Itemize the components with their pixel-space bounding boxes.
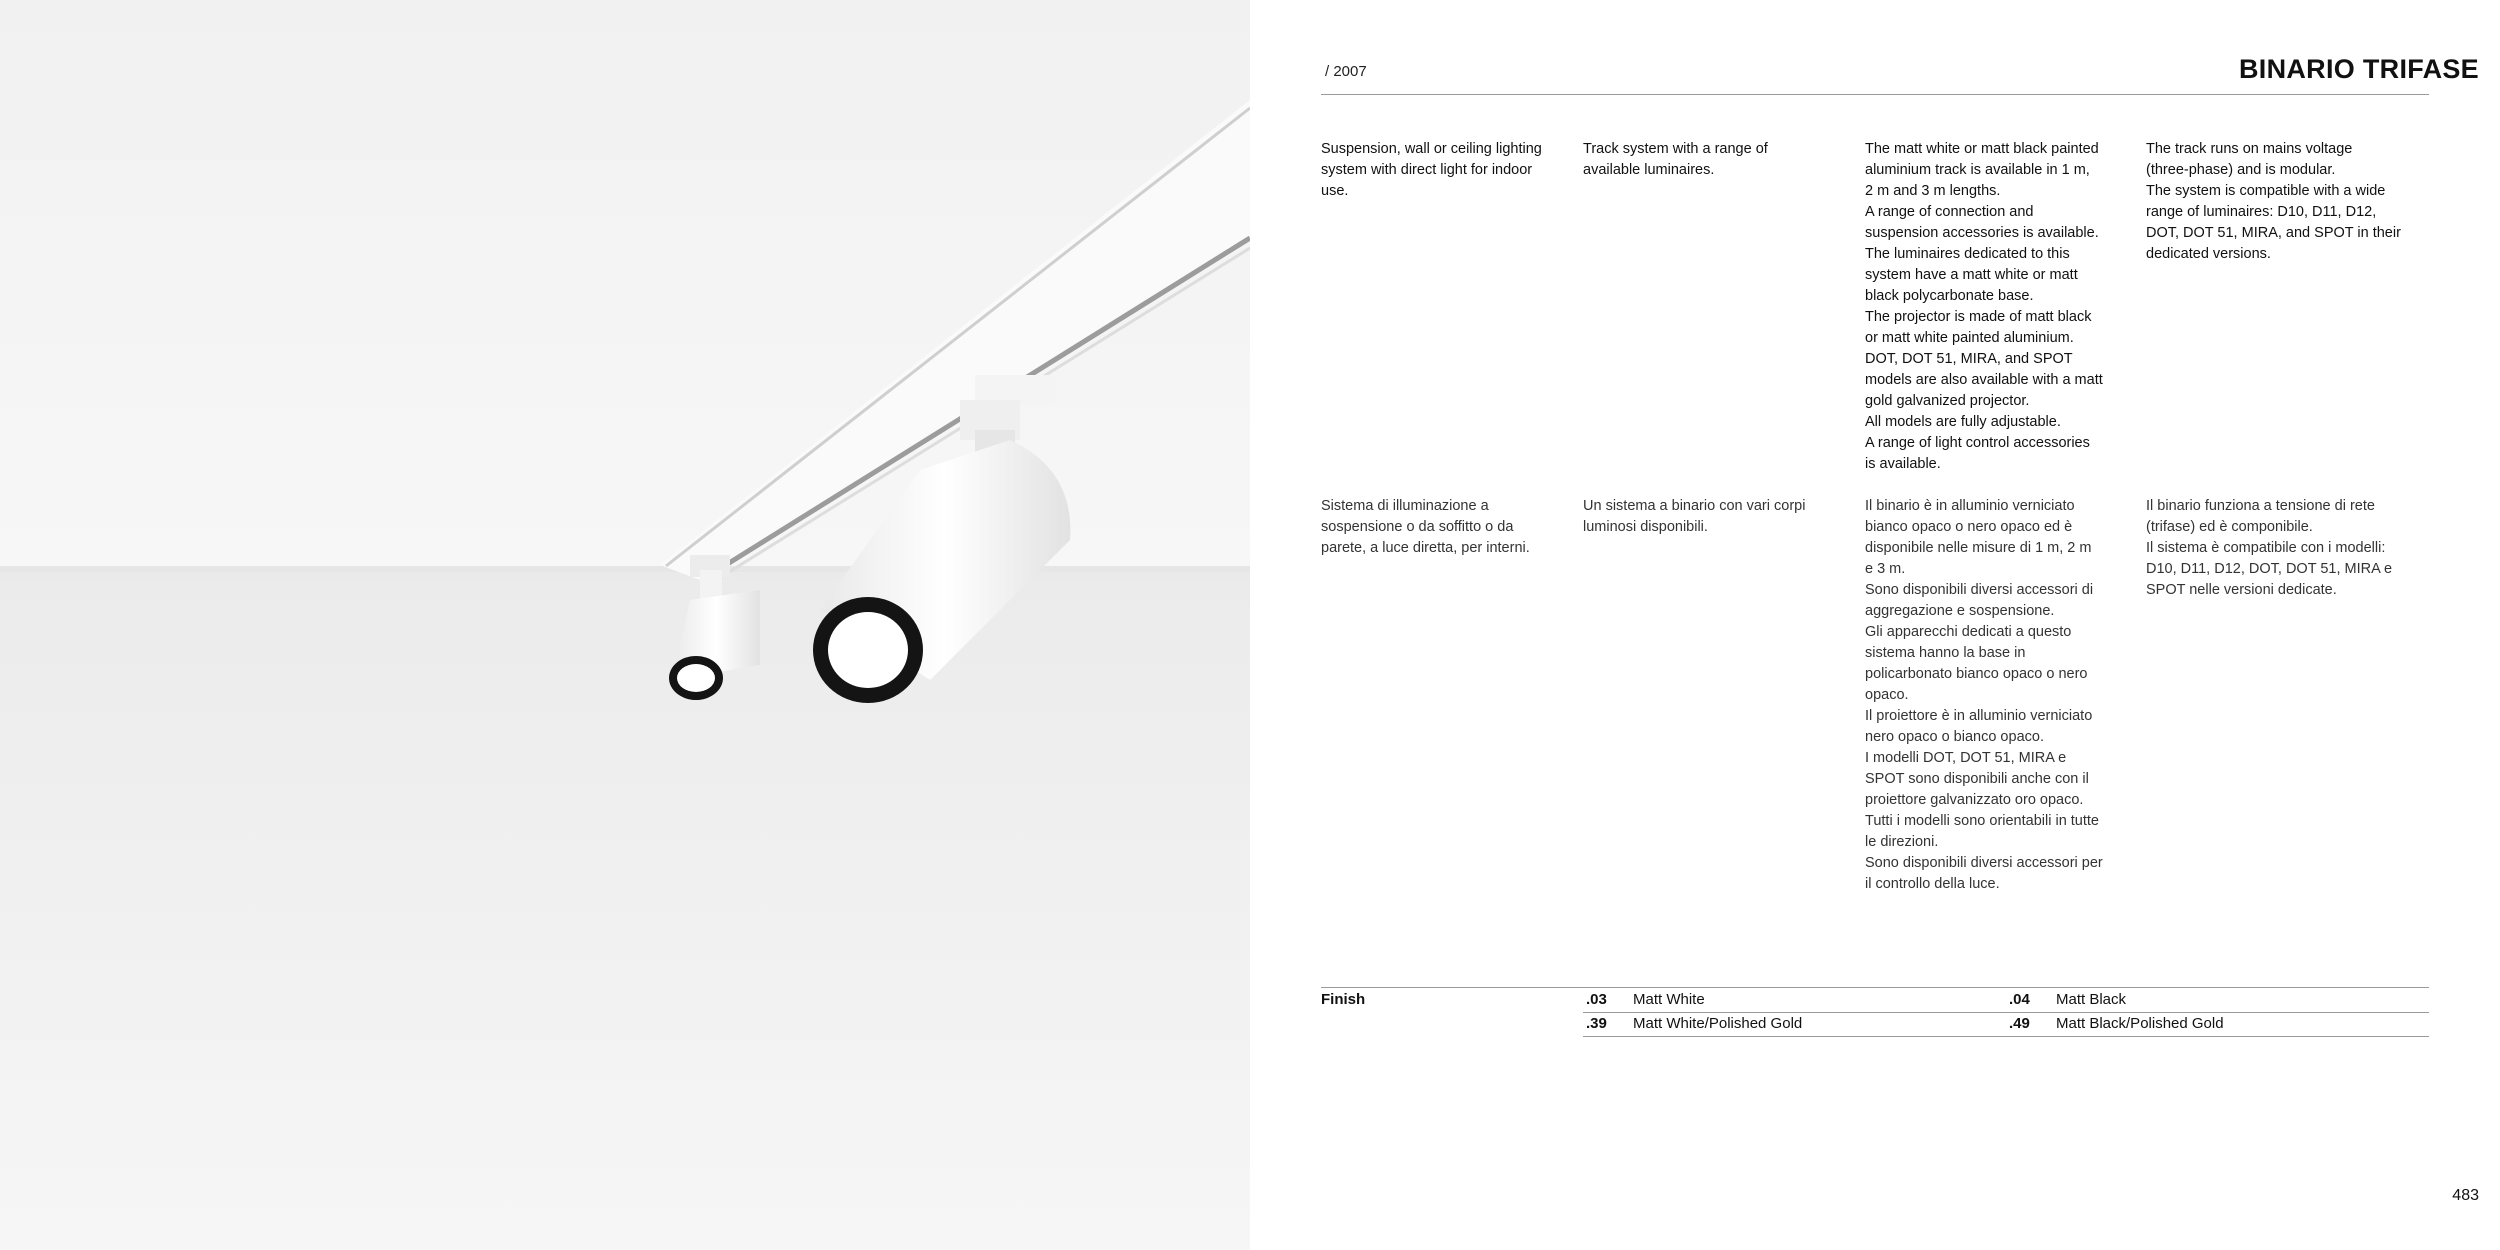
- italian-description-4: Il binario funziona a tensione di rete (trifase) ed è componibile. Il sistema è compatibile con i modelli: D10, D11, D12, DOT, DOT 51, MIRA e SPOT nelle versioni dedicate.: [2146, 498, 2393, 598]
- page-title: BINARIO TRIFASE: [2238, 54, 2479, 84]
- finish-code: .49: [2009, 1015, 2030, 1032]
- italian-description-3: Il binario è in alluminio verniciato bianco opaco o nero opaco ed è disponibile nelle misure di 1 m, 2 m e 3 m. Sono disponibili diversi accessori di aggregazione e sospensione. Gli apparecchi dedicati a questo sistema hanno la base in policarbonato bianco opaco o nero opaco. Il proiettore è in alluminio verniciato nero opaco o bianco opaco. I modelli DOT, DOT 51, MIRA e SPOT sono disponibili anche con il proiettore galvanizzato oro opaco. Tutti i modelli sono orientabili in tutte le direzioni. Sono disponibili diversi accessori per il controllo della luce.: [1865, 498, 2103, 892]
- italian-description-2: Un sistema a binario con vari corpi luminosi disponibili.: [1583, 498, 1806, 535]
- finish-label: Finish: [1321, 991, 1366, 1008]
- page-number: 483: [2452, 1187, 2479, 1204]
- finish-code: .03: [1586, 991, 1607, 1008]
- finish-code: .39: [1586, 1015, 1607, 1032]
- finish-code: .04: [2009, 991, 2030, 1008]
- english-description-4: The track runs on mains voltage (three-phase) and is modular. The system is compatible with a wide range of luminaires: D10, D11, D12, DOT, DOT 51, MIRA, and SPOT in their dedicated versions.: [2146, 141, 2401, 262]
- english-description-2: Track system with a range of available luminaires.: [1583, 141, 1768, 178]
- year-label: / 2007: [1325, 63, 1367, 80]
- finish-name: Matt Black: [2056, 991, 2127, 1008]
- finish-row-rule: [1583, 1012, 2429, 1013]
- finish-top-rule: [1321, 987, 2429, 988]
- english-description-3: The matt white or matt black painted aluminium track is available in 1 m, 2 m and 3 m lengths. A range of connection and suspension accessories is available. The luminaires dedicated to this system have a matt white or matt black polycarbonate base. The projector is made of matt black or matt white painted aluminium. DOT, DOT 51, MIRA, and SPOT models are also available with a matt gold galvanized projector. All models are fully adjustable. A range of light control accessories is available.: [1865, 141, 2103, 472]
- finish-name: Matt Black/Polished Gold: [2056, 1015, 2224, 1032]
- english-description-1: Suspension, wall or ceiling lighting system with direct light for indoor use.: [1321, 141, 1542, 199]
- italian-description-1: Sistema di illuminazione a sospensione o da soffitto o da parete, a luce diretta, per interni.: [1321, 498, 1530, 556]
- finish-name: Matt White: [1633, 991, 1705, 1008]
- header-divider: [1321, 94, 2429, 95]
- product-page: [1250, 0, 2500, 1250]
- finish-bottom-rule: [1583, 1036, 2429, 1037]
- finish-name: Matt White/Polished Gold: [1633, 1015, 1803, 1032]
